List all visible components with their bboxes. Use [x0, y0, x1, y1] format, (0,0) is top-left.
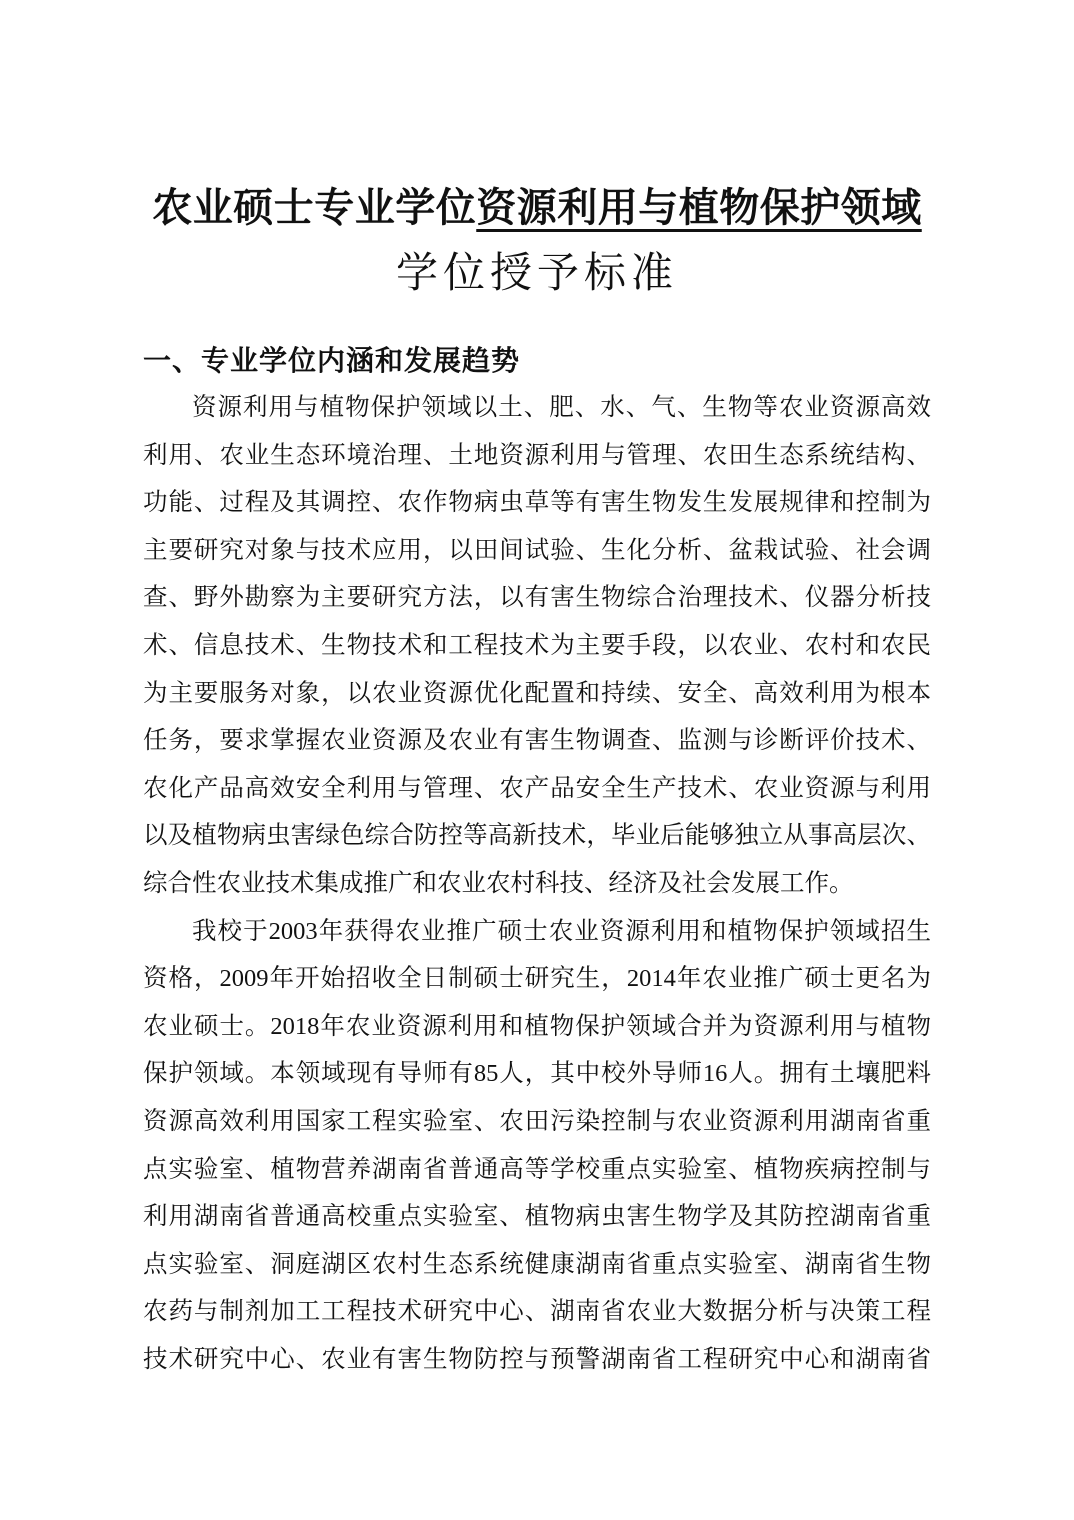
- text-line: 资格，2009年开始招收全日制硕士研究生，2014年农业推广硕士更名为: [143, 965, 931, 993]
- text-line: 为主要服务对象，以农业资源优化配置和持续、安全、高效利用为根本: [143, 679, 931, 707]
- text-line: 资源利用与植物保护领域以土、肥、水、气、生物等农业资源高效: [192, 394, 931, 421]
- text-line: 农化产品高效安全利用与管理、农产品安全生产技术、农业资源与利用: [143, 774, 931, 802]
- document-title-line2: 学位授予标准: [395, 251, 678, 297]
- title-line1-underlined-text: 资源利用与植物保护领域: [476, 186, 922, 230]
- paragraph-2: [143, 908, 931, 1384]
- text-line: 利用湖南省普通高校重点实验室、植物病虫害生物学及其防控湖南省重: [143, 1203, 931, 1231]
- text-line: 我校于2003年获得农业推广硕士农业资源利用和植物保护领域招生: [192, 917, 931, 945]
- text-line: 点实验室、洞庭湖区农村生态系统健康湖南省重点实验室、湖南省生物: [143, 1250, 931, 1278]
- text-line: 功能、过程及其调控、农作物病虫草等有害生物发生发展规律和控制为: [143, 489, 931, 517]
- paragraph-1: [143, 384, 931, 908]
- text-line: 利用、农业生态环境治理、土地资源利用与管理、农田生态系统结构、: [143, 441, 931, 469]
- text-line: 点实验室、植物营养湖南省普通高等学校重点实验室、植物疾病控制与: [143, 1155, 931, 1183]
- document-title-line1: [143, 180, 931, 236]
- text-line: 主要研究对象与技术应用，以田间试验、生化分析、盆栽试验、社会调: [143, 536, 931, 564]
- text-line: 术、信息技术、生物技术和工程技术为主要手段，以农业、农村和农民: [143, 631, 931, 659]
- text-line: 资源高效利用国家工程实验室、农田污染控制与农业资源利用湖南省重: [143, 1107, 931, 1135]
- section-heading: 一、专业学位内涵和发展趋势: [143, 345, 521, 376]
- title-line1-normal-text: 农业硕士专业学位: [152, 186, 477, 230]
- text-line: 综合性农业技术集成推广和农业农村科技、经济及社会发展工作。: [143, 869, 854, 897]
- text-line: 保护领域。本领域现有导师有85人，其中校外导师16人。拥有土壤肥料: [143, 1060, 931, 1088]
- text-line: 农业硕士。2018年农业资源利用和植物保护领域合并为资源利用与植物: [143, 1012, 931, 1040]
- text-line: 农药与制剂加工工程技术研究中心、湖南省农业大数据分析与决策工程: [143, 1298, 931, 1326]
- text-line: 任务，要求掌握农业资源及农业有害生物调查、监测与诊断评价技术、: [143, 727, 931, 755]
- text-line: 技术研究中心、农业有害生物防控与预警湖南省工程研究中心和湖南省: [143, 1345, 931, 1373]
- text-line: 查、野外勘察为主要研究方法，以有害生物综合治理技术、仪器分析技: [143, 584, 931, 612]
- text-line: 以及植物病虫害绿色综合防控等高新技术，毕业后能够独立从事高层次、: [143, 822, 931, 850]
